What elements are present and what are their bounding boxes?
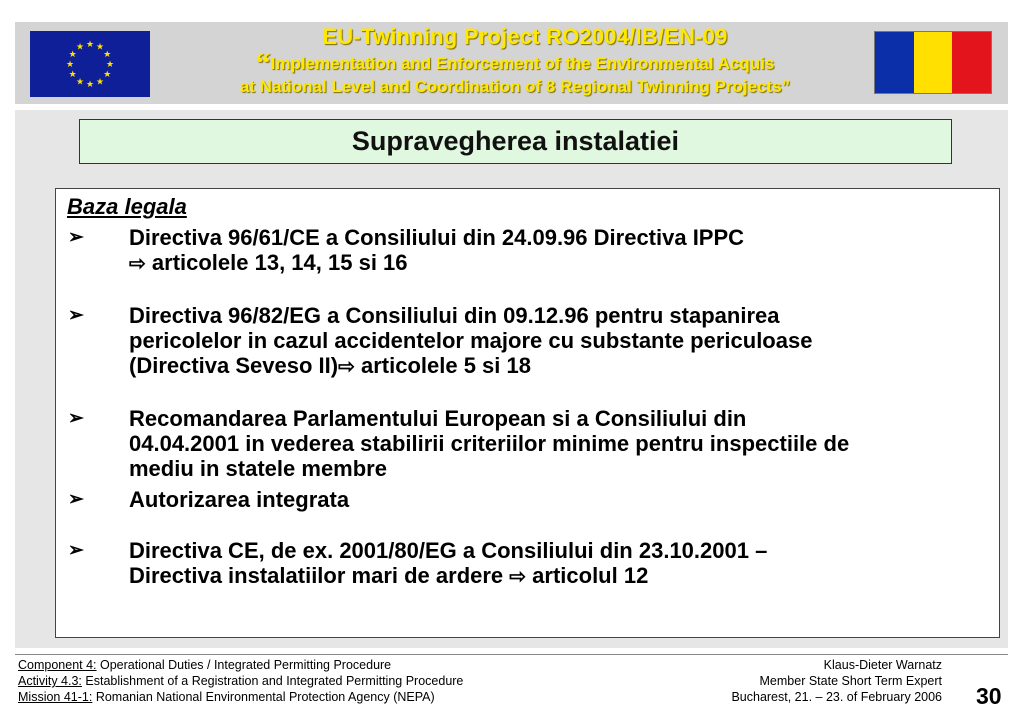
header-banner xyxy=(15,22,1008,104)
project-code: EU-Twinning Project RO2004/IB/EN-09 xyxy=(322,24,728,49)
bullet-arrow-icon: ➢ xyxy=(68,305,84,326)
footer-author: Klaus-Dieter Warnatz xyxy=(823,658,942,672)
section-heading: Baza legala xyxy=(67,194,187,219)
list-item: ➢ Directiva CE, de ex. 2001/80/EG a Consiliului din 23.10.2001 – Directiva instalatiilor mari de ardere ⇨ articolul 12 xyxy=(68,538,768,588)
eu-star-icon: ★ xyxy=(95,42,105,53)
eu-star-icon: ★ xyxy=(68,50,77,60)
bullet-arrow-icon: ➢ xyxy=(68,540,84,561)
arrow-right-icon: ⇨ xyxy=(338,356,355,378)
project-title xyxy=(165,26,865,95)
bullet-arrow-icon: ➢ xyxy=(68,408,84,429)
arrow-right-icon: ⇨ xyxy=(129,253,146,275)
arrow-right-icon: ⇨ xyxy=(509,566,527,588)
eu-star-icon: ★ xyxy=(75,77,85,88)
eu-star-icon: ★ xyxy=(68,70,77,80)
footer-component: Component 4: Operational Duties / Integrated Permitting Procedure xyxy=(18,658,392,672)
eu-star-icon: ★ xyxy=(85,80,95,90)
bullet-list xyxy=(66,225,991,590)
slide-title-box xyxy=(79,119,952,164)
list-item: ➢ Directiva 96/82/EG a Consiliului din 09.12.96 pentru stapanirea pericolelor in cazul accidentelor majore cu substante periculoase (Directiva Seveso II)⇨ articolele 5 si 18 xyxy=(68,303,813,378)
footer-divider xyxy=(15,654,1008,655)
bullet-arrow-icon: ➢ xyxy=(68,227,84,248)
bullet-arrow-icon: ➢ xyxy=(68,489,84,510)
footer-activity: Activity 4.3: Establishment of a Registration and Integrated Permitting Procedure xyxy=(18,674,464,688)
eu-star-icon: ★ xyxy=(105,60,115,70)
list-item: ➢ Recomandarea Parlamentului European si a Consiliului din 04.04.2001 in vederea stabilirii criteriilor minime pentru inspectiile de mediu in statele membre xyxy=(68,406,850,481)
page-number: 30 xyxy=(976,683,1002,709)
slide-title: Supravegherea instalatiei xyxy=(351,126,680,156)
list-item: ➢ Directiva 96/61/CE a Consiliului din 24.09.96 Directiva IPPC ⇨ articolele 13, 14, 15 si 16 xyxy=(68,225,745,275)
project-subtitle-line2: at National Level and Coordination of 8 Regional Twinning Projects” xyxy=(239,77,791,96)
project-subtitle-line1: “Implementation and Enforcement of the Environmental Acquis xyxy=(255,47,775,80)
eu-star-icon: ★ xyxy=(103,70,112,80)
slide-body xyxy=(55,188,1000,638)
footer-mission: Mission 41-1: Romanian National Environmental Protection Agency (NEPA) xyxy=(18,690,435,704)
list-item: ➢ Autorizarea integrata xyxy=(68,487,350,512)
eu-star-icon: ★ xyxy=(75,42,85,53)
eu-star-icon: ★ xyxy=(85,40,95,50)
eu-star-icon: ★ xyxy=(95,77,105,88)
footer-right xyxy=(731,657,942,705)
eu-star-icon: ★ xyxy=(65,60,75,70)
eu-star-icon: ★ xyxy=(103,50,112,60)
eu-flag-icon xyxy=(30,31,150,97)
footer-left xyxy=(18,657,463,705)
romania-flag-icon xyxy=(874,31,992,94)
footer-role: Member State Short Term Expert xyxy=(759,674,942,688)
footer-date: Bucharest, 21. – 23. of February 2006 xyxy=(731,690,942,704)
